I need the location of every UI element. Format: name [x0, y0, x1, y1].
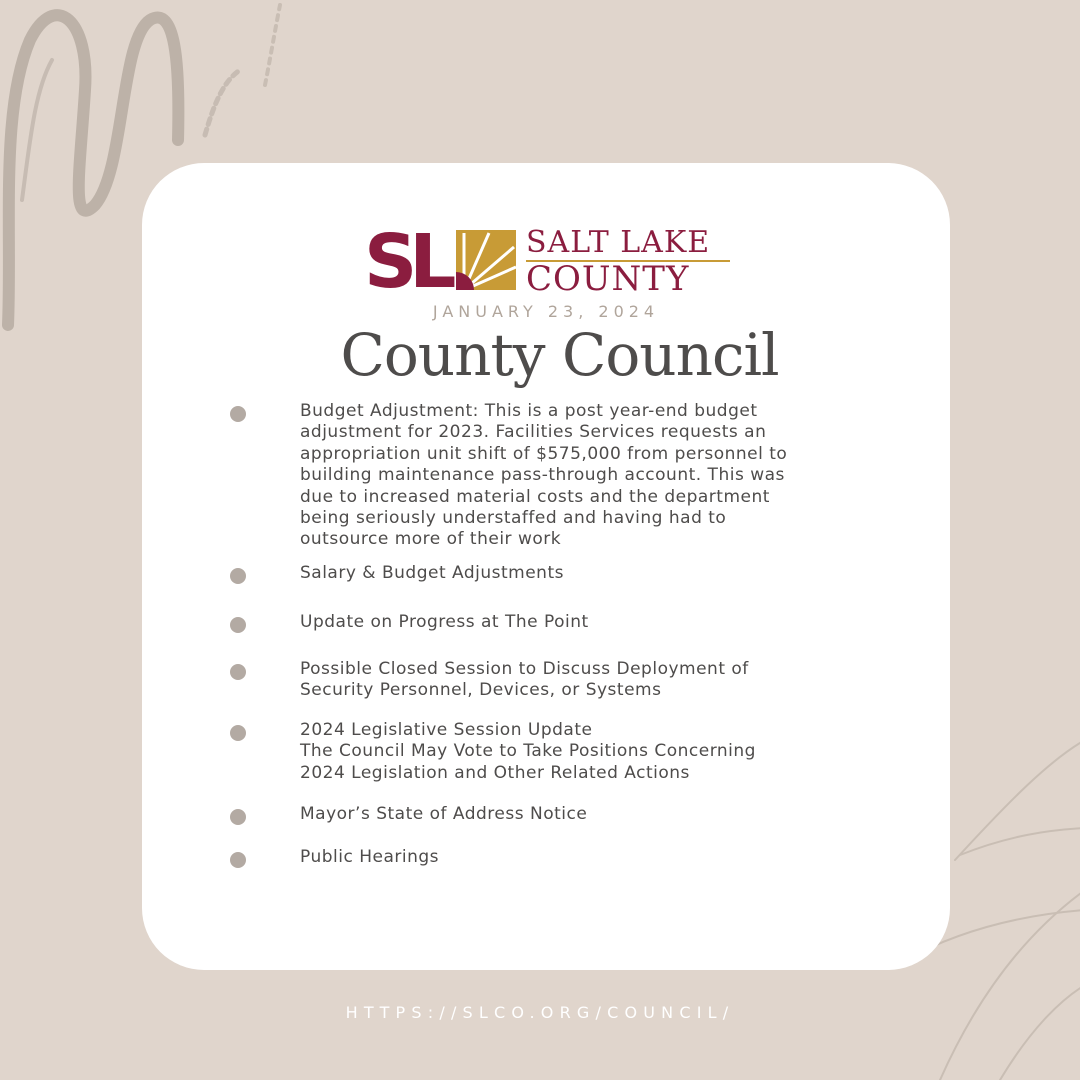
bullet-icon: [230, 852, 246, 868]
agenda-item-text: appropriation unit shift of $575,000 from personnel to: [300, 443, 788, 464]
logo-name-line1: SALT LAKE: [526, 225, 711, 260]
agenda-item-text: The Council May Vote to Take Positions Concerning: [300, 741, 756, 762]
agenda-item: [300, 659, 900, 702]
agenda-item-text: adjustment for 2023. Facilities Services requests an: [300, 422, 767, 443]
agenda-item-text: being seriously understaffed and having had to: [300, 508, 727, 529]
agenda-item-text: Security Personnel, Devices, or Systems: [300, 680, 662, 701]
agenda-item-text: 2024 Legislative Session Update: [300, 720, 593, 740]
agenda-item: [300, 847, 900, 868]
agenda-card: [142, 163, 950, 970]
bullet-icon: [230, 725, 246, 741]
meeting-date: JANUARY 23, 2024: [432, 302, 660, 321]
agenda-list: [142, 163, 950, 970]
bullet-icon: [230, 664, 246, 680]
agenda-item-text: due to increased material costs and the department: [300, 486, 770, 507]
agenda-item-text: building maintenance pass-through account. This was: [300, 465, 785, 486]
agenda-item: [300, 563, 900, 584]
agenda-item: [300, 401, 900, 551]
agenda-item-text: 2024 Legislation and Other Related Actions: [300, 762, 690, 783]
agenda-item-text: Update on Progress at The Point: [300, 612, 589, 632]
agenda-item: [300, 720, 900, 784]
bullet-icon: [230, 406, 246, 422]
agenda-item: [300, 612, 900, 633]
agenda-item-text: Mayor’s State of Address Notice: [300, 804, 588, 824]
agenda-item-text: Possible Closed Session to Discuss Deployment of: [300, 659, 749, 679]
bullet-icon: [230, 568, 246, 584]
logo-name-line2: COUNTY: [526, 259, 690, 299]
agenda-item-text: Budget Adjustment: This is a post year-end budget: [300, 401, 758, 421]
agenda-item: [300, 804, 900, 825]
bullet-icon: [230, 809, 246, 825]
page-title: County Council: [340, 321, 779, 389]
svg-text:SL: SL: [364, 225, 449, 297]
agenda-item-text: outsource more of their work: [300, 529, 562, 550]
agenda-item-text: Public Hearings: [300, 847, 440, 867]
agenda-item-text: Salary & Budget Adjustments: [300, 563, 564, 583]
bullet-icon: [230, 617, 246, 633]
footer-url: HTTPS://SLCO.ORG/COUNCIL/: [345, 1003, 735, 1022]
